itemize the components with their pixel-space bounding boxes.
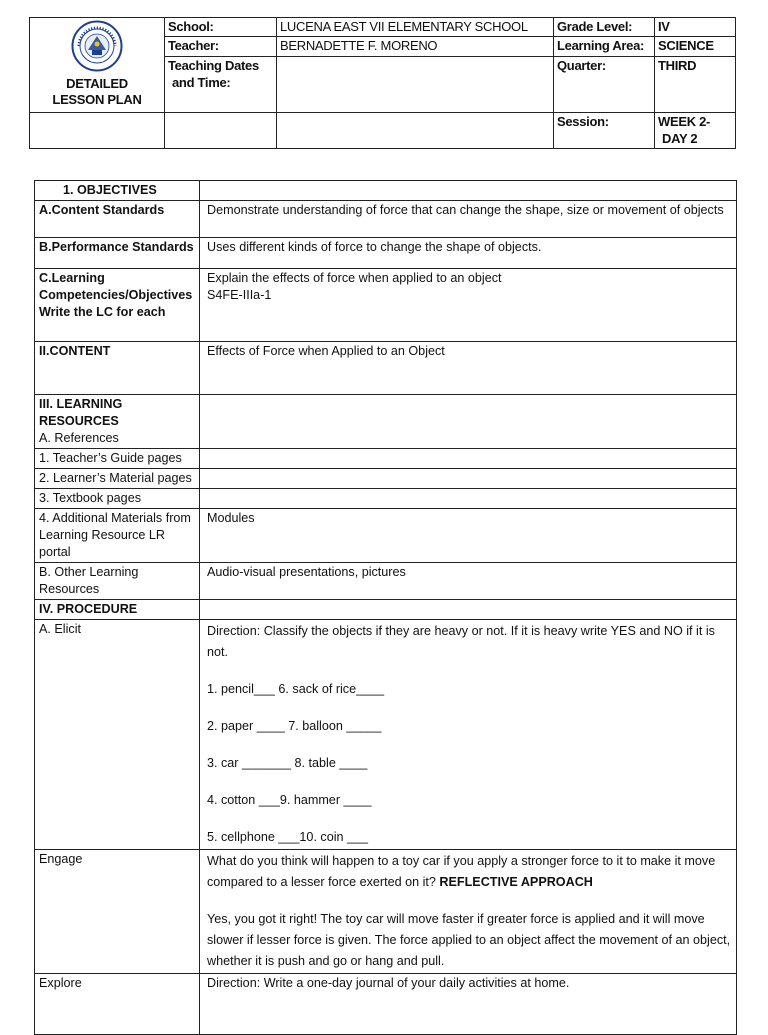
area-label: Learning Area: bbox=[554, 37, 655, 56]
grade-value: IV bbox=[655, 18, 736, 37]
performance-standards-value: Uses different kinds of force to change the shape of objects. bbox=[200, 238, 737, 269]
performance-standards-label: B.Performance Standards bbox=[35, 238, 200, 269]
blank-cell bbox=[200, 395, 737, 449]
engage-answer: Yes, you got it right! The toy car will move faster if greater force is applied and it will move slower if lesser force is given. The force applied to an object affect the movement of an object, whether it is push and go or hang and pull. bbox=[207, 912, 731, 968]
competencies-value-line-2: S4FE-IIIa-1 bbox=[207, 288, 272, 302]
list-item: 4. cotton ___9. hammer ____ bbox=[207, 793, 372, 807]
blank-cell bbox=[277, 113, 554, 149]
deped-seal-icon bbox=[71, 20, 123, 72]
procedure-heading: IV. PROCEDURE bbox=[35, 600, 200, 620]
lm-label: 2. Learner’s Material pages bbox=[35, 469, 200, 489]
elicit-label: A. Elicit bbox=[35, 620, 200, 850]
area-value: SCIENCE bbox=[655, 37, 736, 56]
session-label: Session: bbox=[554, 113, 655, 149]
list-item: 3. car _______ 8. table ____ bbox=[207, 756, 368, 770]
session-value bbox=[655, 113, 736, 149]
resources-label bbox=[35, 395, 200, 449]
tg-label: 1. Teacher’s Guide pages bbox=[35, 449, 200, 469]
other-label-line-1: B. Other Learning bbox=[39, 565, 139, 579]
additional-label-line-2: Learning Resource LR bbox=[39, 528, 166, 542]
title-cell bbox=[30, 18, 165, 113]
teacher-value: BERNADETTE F. MORENO bbox=[277, 37, 554, 56]
quarter-value: THIRD bbox=[655, 56, 736, 112]
competencies-value bbox=[200, 269, 737, 342]
engage-question bbox=[207, 851, 732, 893]
other-label bbox=[35, 563, 200, 600]
title-line-1: DETAILED bbox=[66, 76, 128, 91]
dates-label-line-2: and Time: bbox=[172, 74, 231, 90]
engage-approach: REFLECTIVE APPROACH bbox=[439, 875, 593, 889]
session-value-line-1: WEEK 2- bbox=[658, 114, 711, 129]
session-value-line-2: DAY 2 bbox=[662, 131, 698, 146]
additional-value: Modules bbox=[200, 509, 737, 563]
school-label: School: bbox=[165, 18, 277, 37]
other-label-line-2: Resources bbox=[39, 582, 100, 596]
title-line-2: LESSON PLAN bbox=[52, 92, 142, 107]
engage-content bbox=[200, 850, 737, 974]
other-value: Audio-visual presentations, pictures bbox=[200, 563, 737, 600]
school-value: LUCENA EAST VII ELEMENTARY SCHOOL bbox=[277, 18, 554, 37]
competencies-value-line-1: Explain the effects of force when applied to an object bbox=[207, 271, 502, 285]
teacher-label: Teacher: bbox=[165, 37, 277, 56]
blank-cell bbox=[30, 113, 165, 149]
references-label: A. References bbox=[39, 431, 119, 445]
additional-label-line-3: portal bbox=[39, 545, 71, 559]
blank-cell bbox=[200, 449, 737, 469]
objectives-heading: 1. OBJECTIVES bbox=[35, 181, 200, 201]
list-item: 1. pencil___ 6. sack of rice____ bbox=[207, 682, 385, 696]
explore-value: Direction: Write a one-day journal of your daily activities at home. bbox=[200, 974, 737, 1035]
dates-value bbox=[277, 56, 554, 112]
textbook-label: 3. Textbook pages bbox=[35, 489, 200, 509]
competencies-label-line-2: Competencies/Objectives bbox=[39, 288, 193, 302]
blank-cell bbox=[200, 469, 737, 489]
blank-cell bbox=[200, 181, 737, 201]
additional-label bbox=[35, 509, 200, 563]
blank-cell bbox=[200, 600, 737, 620]
resources-label-line-1: III. LEARNING bbox=[39, 397, 123, 411]
elicit-direction: Direction: Classify the objects if they are heavy or not. If it is heavy write YES and NO if it is not. bbox=[207, 624, 715, 659]
resources-label-line-2: RESOURCES bbox=[39, 414, 119, 428]
lesson-plan-table bbox=[34, 180, 737, 1035]
list-item: 2. paper ____ 7. balloon _____ bbox=[207, 719, 382, 733]
list-item: 5. cellphone ___10. coin ___ bbox=[207, 830, 369, 844]
engage-question-text: What do you think will happen to a toy car if you apply a stronger force to it to make it move compared to a lesser force exerted on it? bbox=[207, 854, 716, 889]
competencies-label-line-1: C.Learning bbox=[39, 271, 105, 285]
engage-label: Engage bbox=[35, 850, 200, 974]
dates-label-line-1: Teaching Dates bbox=[168, 57, 259, 73]
content-standards-value: Demonstrate understanding of force that can change the shape, size or movement of objects bbox=[200, 201, 737, 238]
additional-label-line-1: 4. Additional Materials from bbox=[39, 511, 191, 525]
content-label: II.CONTENT bbox=[35, 342, 200, 395]
dates-label bbox=[165, 56, 277, 112]
competencies-label bbox=[35, 269, 200, 342]
elicit-content bbox=[200, 620, 737, 850]
explore-label: Explore bbox=[35, 974, 200, 1035]
quarter-label: Quarter: bbox=[554, 56, 655, 112]
header-table bbox=[29, 17, 736, 149]
competencies-label-line-3: Write the LC for each bbox=[39, 305, 166, 319]
content-value: Effects of Force when Applied to an Object bbox=[200, 342, 737, 395]
blank-cell bbox=[165, 113, 277, 149]
blank-cell bbox=[200, 489, 737, 509]
grade-label: Grade Level: bbox=[554, 18, 655, 37]
content-standards-label: A.Content Standards bbox=[35, 201, 200, 238]
